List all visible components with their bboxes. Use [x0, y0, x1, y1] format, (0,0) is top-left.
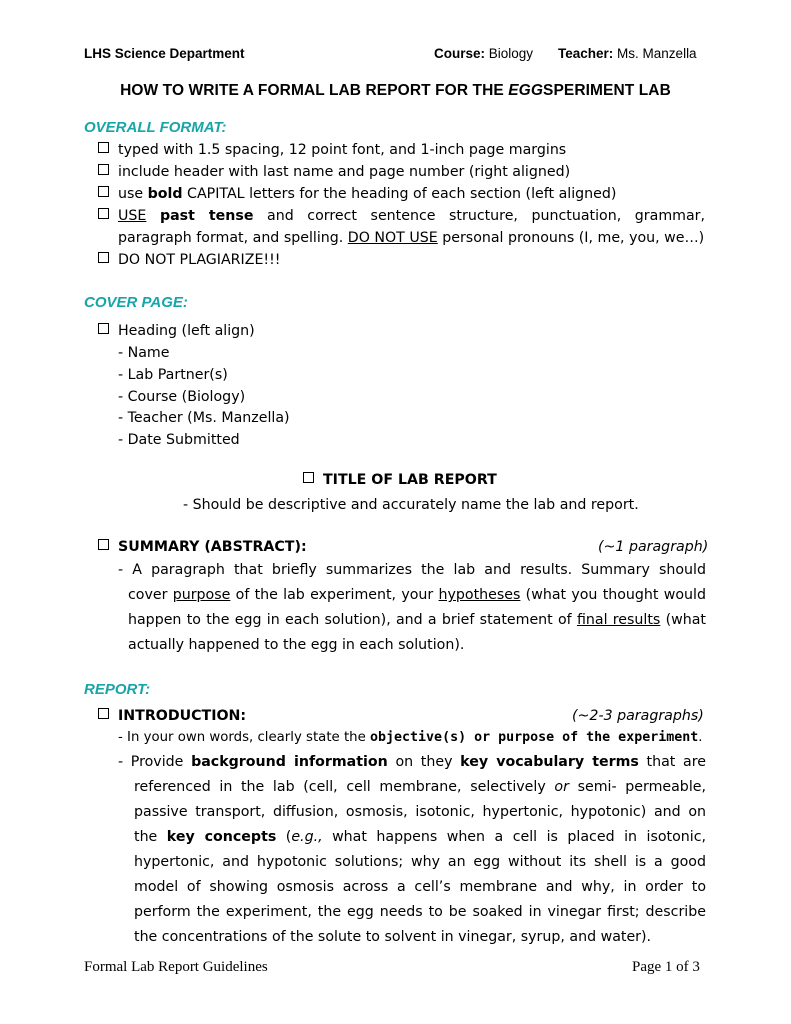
summary-line: happen to the egg in each solution), and a brief statement of final results (what	[128, 612, 706, 628]
checkbox-icon	[98, 323, 109, 334]
checkbox-icon	[98, 164, 109, 175]
checkbox-icon	[98, 186, 109, 197]
summary-length: (~1 paragraph)	[598, 539, 709, 555]
summary-line: - A paragraph that briefly summarizes the lab and results. Summary should	[118, 562, 706, 578]
checkbox-icon	[98, 539, 109, 550]
list-item: DO NOT PLAGIARIZE!!!	[98, 249, 280, 271]
intro-line: referenced in the lab (cell, cell membrane, selectively or semi- permeable,	[134, 779, 706, 795]
summary-line: actually happened to the egg in each solution).	[128, 637, 465, 653]
list-item: use bold CAPITAL letters for the heading of each section (left aligned)	[98, 183, 616, 205]
section-report: REPORT:	[84, 681, 151, 698]
checkbox-icon	[98, 208, 109, 219]
intro-line: passive transport, diffusion, osmosis, isotonic, hypertonic, hypotonic) and on	[134, 804, 706, 820]
page-title: HOW TO WRITE A FORMAL LAB REPORT FOR THE EGGSPERIMENT LAB	[120, 82, 671, 99]
cover-item-teacher: - Teacher (Ms. Manzella)	[118, 410, 290, 426]
page-number: Page 1 of 3	[632, 959, 700, 975]
department-header: LHS Science Department	[84, 46, 245, 61]
cover-item-partner: - Lab Partner(s)	[118, 367, 228, 383]
checkbox-icon	[303, 472, 314, 483]
intro-line: - In your own words, clearly state the objective(s) or purpose of the experiment.	[118, 730, 703, 745]
intro-line: - Provide background information on they key vocabulary terms that are	[118, 754, 706, 770]
intro-line: hypertonic, and hypotonic solutions; why an egg without its shell is a good	[134, 854, 706, 870]
title-of-lab-report-heading: TITLE OF LAB REPORT	[303, 469, 497, 491]
title-description: - Should be descriptive and accurately name the lab and report.	[183, 497, 639, 513]
footer-title: Formal Lab Report Guidelines	[84, 959, 268, 975]
checkbox-icon	[98, 252, 109, 263]
checkbox-icon	[98, 708, 109, 719]
cover-item-course: - Course (Biology)	[118, 389, 246, 405]
course-header: Course: Biology	[434, 46, 534, 61]
intro-line: perform the experiment, the egg needs to be soaked in vinegar first; describe	[134, 904, 706, 920]
summary-line: cover purpose of the lab experiment, your hypotheses (what you thought would	[128, 587, 706, 603]
section-overall-format: OVERALL FORMAT:	[84, 119, 227, 136]
intro-line: the key concepts (e.g., what happens when a cell is placed in isotonic,	[134, 829, 706, 845]
section-cover-page: COVER PAGE:	[84, 294, 188, 311]
list-item: typed with 1.5 spacing, 12 point font, and 1-inch page margins	[98, 139, 566, 161]
cover-item-date: - Date Submitted	[118, 432, 240, 448]
checkbox-icon	[98, 142, 109, 153]
introduction-length: (~2-3 paragraphs)	[572, 708, 704, 724]
cover-item-name: - Name	[118, 345, 170, 361]
intro-line: the concentrations of the solute to solvent in vinegar, syrup, and water).	[134, 929, 652, 945]
list-item: include header with last name and page number (right aligned)	[98, 161, 570, 183]
summary-heading: SUMMARY (ABSTRACT):	[98, 536, 307, 558]
list-item: Heading (left align)	[98, 320, 255, 342]
list-item: USE past tense and correct sentence structure, punctuation, grammar,	[98, 205, 705, 227]
teacher-header: Teacher: Ms. Manzella	[558, 46, 697, 61]
introduction-heading: INTRODUCTION:	[98, 705, 246, 727]
intro-line: model of showing osmosis across a cell’s membrane and why, in order to	[134, 879, 706, 895]
list-item-continued: paragraph format, and spelling. DO NOT USE personal pronouns (I, me, you, we…)	[118, 230, 705, 246]
